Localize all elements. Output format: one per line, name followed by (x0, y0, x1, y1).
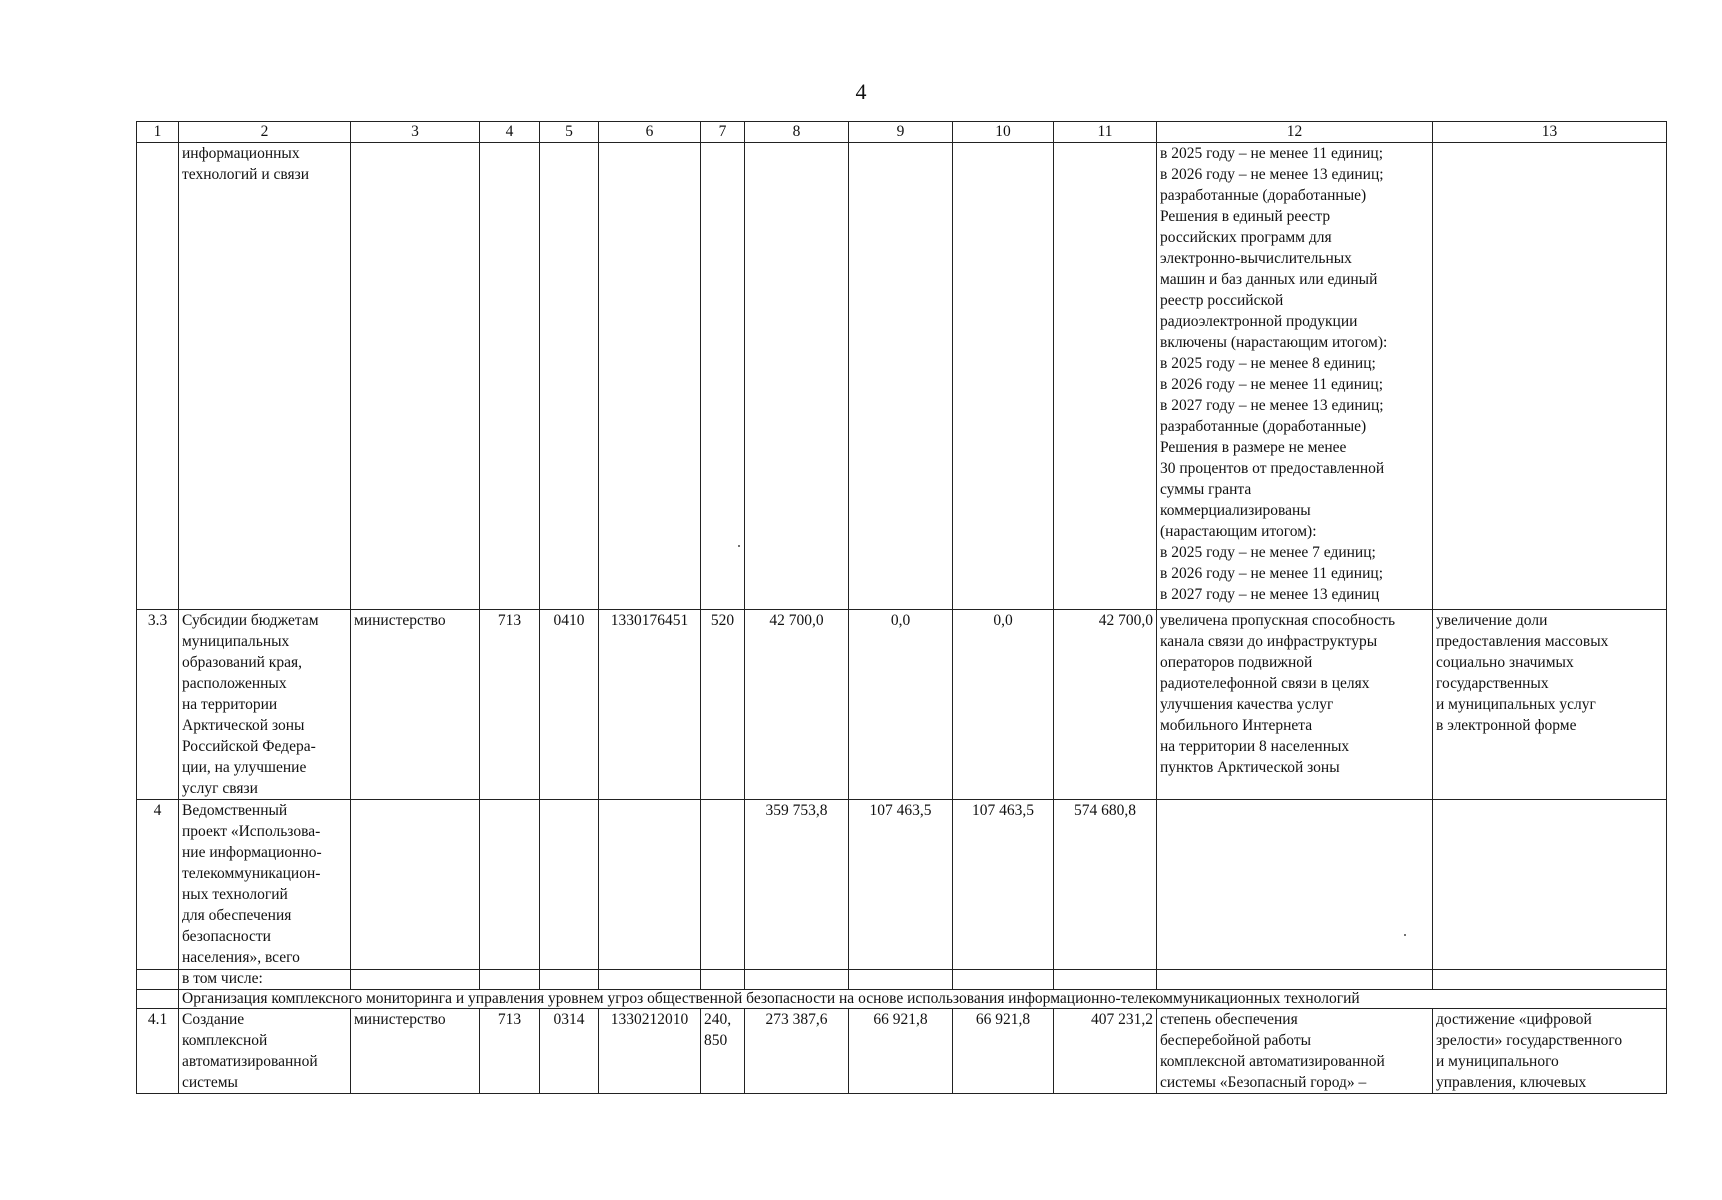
code-cell: 0410 (540, 610, 599, 800)
column-number-row (137, 122, 1667, 143)
col-header: 13 (1433, 122, 1667, 143)
code-cell: 240, 850 (701, 1009, 745, 1094)
row-number: 3.3 (137, 610, 179, 800)
goal-cell: достижение «цифровой зрелости» государственного и муниципального управления, ключевых (1433, 1009, 1667, 1094)
row-name: Субсидии бюджетам муниципальных образований края, расположенных на территории Арктической зоны Российской Федера- ции, на улучшение услуг связи (179, 610, 351, 800)
col-header: 5 (540, 122, 599, 143)
amount-cell: 42 700,0 (1054, 610, 1157, 800)
code-cell: 520 (701, 610, 745, 800)
row-name: Создание комплексной автоматизированной системы (179, 1009, 351, 1094)
goal-cell: увеличение доли предоставления массовых социально значимых государственных и муниципальных услуг в электронной форме (1433, 610, 1667, 800)
code-cell: 0314 (540, 1009, 599, 1094)
col-header: 3 (351, 122, 480, 143)
row-name: Ведомственный проект «Использова- ние информационно- телекоммуникацион- ных технологий для обеспечения безопасности населения», всего (179, 800, 351, 970)
amount-cell: 107 463,5 (849, 800, 953, 970)
table-row (137, 800, 1667, 970)
col-header: 4 (480, 122, 540, 143)
scan-speck (1404, 934, 1406, 936)
table-row (137, 1009, 1667, 1094)
amount-cell: 273 387,6 (745, 1009, 849, 1094)
row-number: 4 (137, 800, 179, 970)
col-header: 10 (953, 122, 1054, 143)
table-row (137, 143, 1667, 610)
col-header: 2 (179, 122, 351, 143)
code-cell: 713 (480, 1009, 540, 1094)
executor-cell: министерство (351, 610, 480, 800)
col-header: 12 (1157, 122, 1433, 143)
including-label: в том числе: (179, 970, 351, 990)
col-header: 11 (1054, 122, 1157, 143)
row-name: информационных технологий и связи (179, 143, 351, 610)
col-header: 8 (745, 122, 849, 143)
col-header: 9 (849, 122, 953, 143)
table-row (137, 610, 1667, 800)
program-table (136, 121, 1667, 1094)
executor-cell: министерство (351, 1009, 480, 1094)
amount-cell: 407 231,2 (1054, 1009, 1157, 1094)
result-cell: в 2025 году – не менее 11 единиц; в 2026 году – не менее 13 единиц; разработанные (доработанные) Решения в единый реестр российских программ для электронно-вычислительных машин и баз данных или единый реестр российской радиоэлектронной продукции включены (нарастающим итогом): в 2025 году – не менее 8 единиц; в 2026 году – не менее 11 единиц; в 2027 году – не менее 13 единиц; разработанные (доработанные) Решения в размере не менее 30 процентов от предоставленной суммы гранта коммерциализированы (нарастающим итогом): в 2025 году – не менее 7 единиц; в 2026 году – не менее 11 единиц; в 2027 году – не менее 13 единиц (1157, 143, 1433, 610)
col-header: 7 (701, 122, 745, 143)
code-cell: 1330212010 (599, 1009, 701, 1094)
table-row (137, 970, 1667, 990)
amount-cell: 0,0 (849, 610, 953, 800)
code-cell: 713 (480, 610, 540, 800)
scan-speck (738, 545, 740, 547)
page-number: 4 (855, 79, 867, 104)
amount-cell: 107 463,5 (953, 800, 1054, 970)
result-cell: степень обеспечения бесперебойной работы комплексной автоматизированной системы «Безопасный город» – (1157, 1009, 1433, 1094)
section-title: Организация комплексного мониторинга и управления уровнем угроз общественной безопасности на основе использования информационно-телекоммуникационных технологий (179, 990, 1667, 1009)
amount-cell: 66 921,8 (953, 1009, 1054, 1094)
col-header: 1 (137, 122, 179, 143)
amount-cell: 42 700,0 (745, 610, 849, 800)
col-header: 6 (599, 122, 701, 143)
row-number: 4.1 (137, 1009, 179, 1094)
result-cell: увеличена пропускная способность канала связи до инфраструктуры операторов подвижной радиотелефонной связи в целях улучшения качества услуг мобильного Интернета на территории 8 населенных пунктов Арктической зоны (1157, 610, 1433, 800)
code-cell: 1330176451 (599, 610, 701, 800)
amount-cell: 359 753,8 (745, 800, 849, 970)
amount-cell: 574 680,8 (1054, 800, 1157, 970)
amount-cell: 66 921,8 (849, 1009, 953, 1094)
section-row (137, 990, 1667, 1009)
amount-cell: 0,0 (953, 610, 1054, 800)
